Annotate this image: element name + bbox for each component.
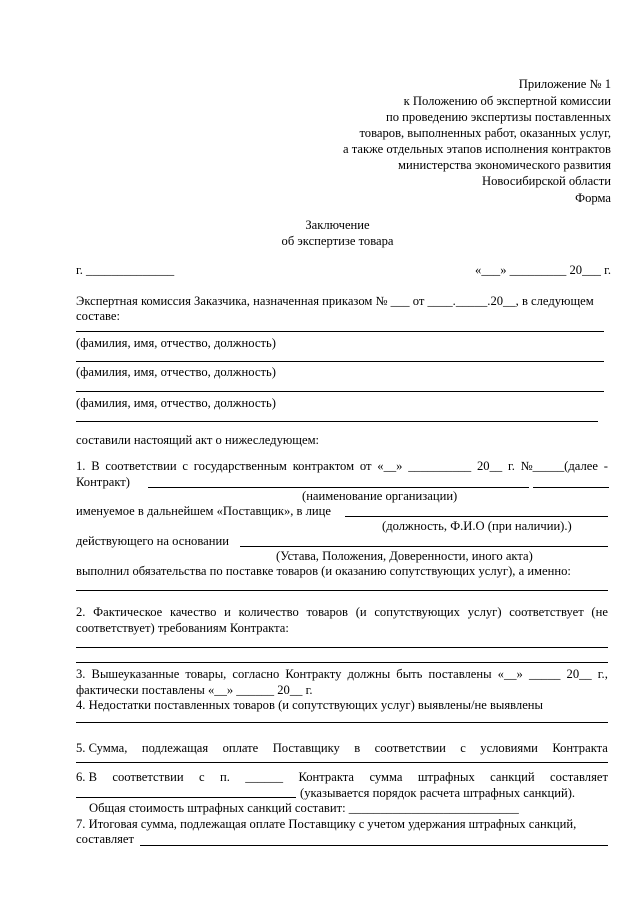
person-fill-line bbox=[345, 516, 608, 517]
member-fill-line bbox=[76, 361, 604, 362]
fill-line bbox=[76, 590, 608, 591]
member-fill-line bbox=[76, 421, 598, 422]
document-title: Заключение bbox=[305, 218, 370, 232]
member-fill-line bbox=[76, 391, 604, 392]
fulfilled-text: выполнил обязательства по поставке товаров (и оказанию сопутствующих услуг), а именно: bbox=[76, 564, 571, 578]
header-line: товаров, выполненных работ, оказанных услуг, bbox=[359, 126, 611, 140]
basis-fill-line bbox=[240, 546, 608, 547]
member-caption: (фамилия, имя, отчество, должность) bbox=[76, 365, 276, 379]
section-2-line: соответствует) требованиям Контракта: bbox=[76, 621, 289, 635]
header-line: Новосибирской области bbox=[482, 174, 611, 188]
header-line: министерства экономического развития bbox=[398, 158, 611, 172]
section-4-line: 4. Недостатки поставленных товаров (и сопутствующих услуг) выявлены/не выявлены bbox=[76, 698, 543, 712]
person-caption: (должность, Ф.И.О (при наличии).) bbox=[382, 519, 572, 533]
contract-label: Контракт) bbox=[76, 475, 131, 489]
intro-line: составе: bbox=[76, 309, 120, 323]
header-line: по проведению экспертизы поставленных bbox=[385, 110, 611, 124]
calc-caption: (указывается порядок расчета штрафных санкций). bbox=[300, 786, 576, 800]
total-fill-line bbox=[140, 845, 608, 846]
org-fill-line bbox=[533, 487, 609, 488]
city-field: г. ______________ bbox=[76, 263, 175, 277]
appendix-number: Приложение № 1 bbox=[518, 77, 611, 91]
composed-text: составили настоящий акт о нижеследующем: bbox=[76, 433, 320, 447]
section-2-line: 2. Фактическое качество и количество товаров (и сопутствующих услуг) соответствует (не bbox=[76, 605, 608, 619]
section-3-line: 3. Вышеуказанные товары, согласно Контракту должны быть поставлены «__» _____ 20__ г., bbox=[76, 667, 608, 681]
member-caption: (фамилия, имя, отчество, должность) bbox=[76, 396, 276, 410]
section-1-line: 1. В соответствии с государственным контрактом от «__» __________ 20__ г. №_____(далее - bbox=[76, 459, 608, 473]
section-3-line: фактически поставлены «__» ______ 20__ г. bbox=[76, 683, 313, 697]
member-caption: (фамилия, имя, отчество, должность) bbox=[76, 336, 276, 350]
section-6-line: 6. В соответствии с п. ______ Контракта сумма штрафных санкций составляет bbox=[76, 770, 608, 784]
org-caption: (наименование организации) bbox=[302, 489, 458, 503]
intro-line: Экспертная комиссия Заказчика, назначенная приказом № ___ от ____._____.20__, в следующем bbox=[76, 294, 594, 308]
form-label: Форма bbox=[575, 191, 611, 205]
org-fill-line bbox=[148, 487, 529, 488]
supplier-text: именуемое в дальнейшем «Поставщик», в лице bbox=[76, 504, 332, 518]
fill-line bbox=[76, 762, 608, 763]
calc-fill-line bbox=[76, 797, 296, 798]
date-field: «___» _________ 20___ г. bbox=[475, 263, 611, 277]
basis-text: действующего на основании bbox=[76, 534, 229, 548]
fill-line bbox=[76, 647, 608, 648]
total-penalties: Общая стоимость штрафных санкций составит: ___________________________ bbox=[89, 801, 519, 815]
header-line: к Положению об экспертной комиссии bbox=[403, 94, 611, 108]
header-line: а также отдельных этапов исполнения контрактов bbox=[343, 142, 611, 156]
fill-line bbox=[76, 662, 608, 663]
section-7-line: составляет bbox=[76, 832, 134, 846]
member-fill-line bbox=[76, 331, 604, 332]
basis-caption: (Устава, Положения, Доверенности, иного акта) bbox=[276, 549, 533, 563]
document-subtitle: об экспертизе товара bbox=[281, 234, 394, 248]
fill-line bbox=[76, 722, 608, 723]
section-5-line: 5. Сумма, подлежащая оплате Поставщику в соответствии с условиями Контракта bbox=[76, 741, 608, 755]
section-7-line: 7. Итоговая сумма, подлежащая оплате Поставщику с учетом удержания штрафных санкций, bbox=[76, 817, 577, 831]
